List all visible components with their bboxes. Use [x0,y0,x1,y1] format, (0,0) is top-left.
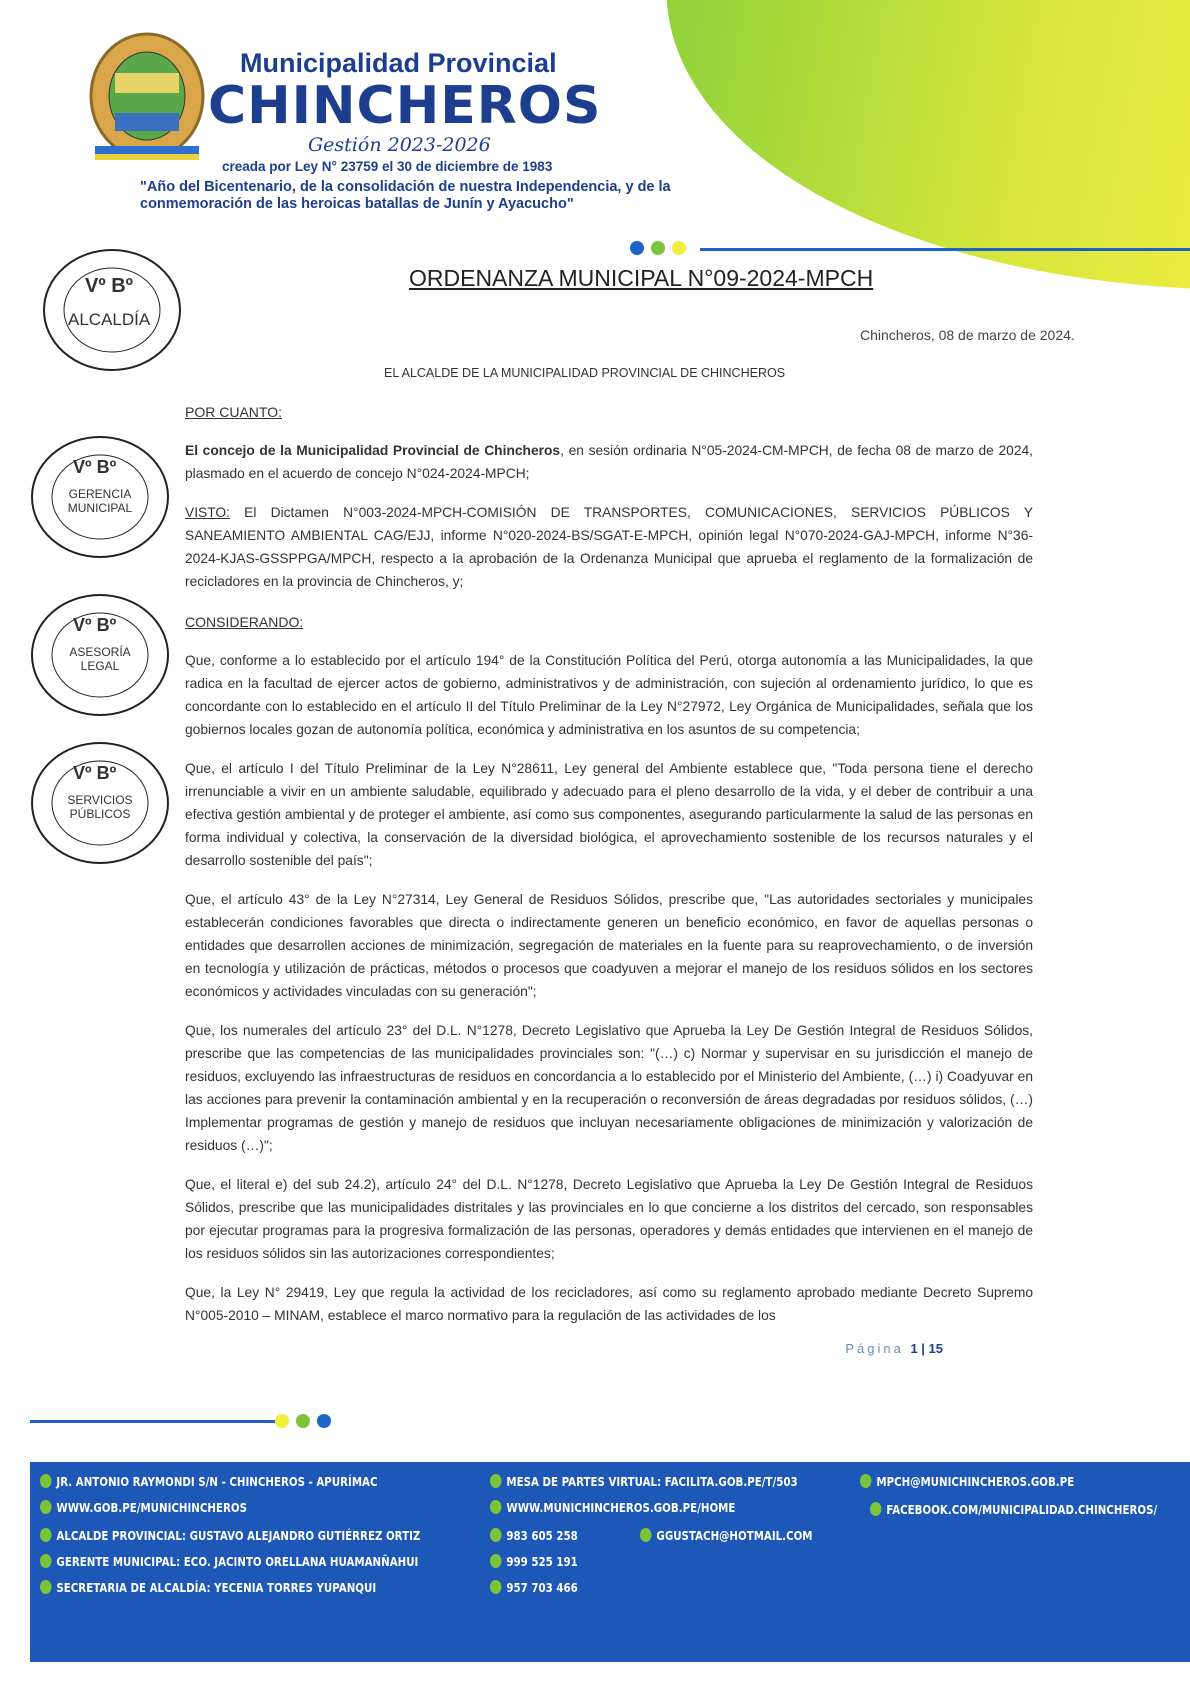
footer-contact-band [30,1462,1190,1662]
heading-por-cuanto: POR CUANTO: [185,404,282,420]
divider-line-bottom [30,1420,275,1423]
email1-text: MPCH@MUNICHINCHEROS.GOB.PE [876,1474,1075,1489]
concejo-bold: El concejo de la Municipalidad Provincial de Chincheros [185,443,561,458]
footer-address [40,1474,378,1489]
footer-phone-3 [490,1580,578,1595]
mail-icon [490,1474,501,1488]
paragraph-concejo [185,439,1033,485]
decorative-dots-bottom [275,1414,338,1433]
mesa-text: MESA DE PARTES VIRTUAL: FACILITA.GOB.PE/T/503 [506,1474,798,1489]
phone-icon [490,1580,501,1594]
paragraph-considerando-5: Que, el literal e) del sub 24.2), artículo 24° del D.L. N°1278, Decreto Legislativo que Aprueba la Ley De Gestión Integral de Residuos Sólidos, prescribe que las municipalidades distritales y las provinciales en lo que concierne a los distritos del cercado, son responsables por ejecutar programas para la progresiva formalización de las personas, operadores y demás entidades que intervienen en el manejo de los residuos sólidos sin las autorizaciones correspondientes; [185,1177,1033,1261]
email2-text: GGUSTACH@HOTMAIL.COM [656,1528,813,1543]
municipal-coat-of-arms-logo [85,28,210,173]
footer-facebook[interactable] [870,1502,1157,1517]
divider-line-top [700,248,1190,251]
stamp-alcaldia [40,245,190,375]
at-icon [860,1474,871,1488]
stamp-label: GERENCIA MUNICIPAL [67,487,133,515]
brand-line1: Municipalidad Provincial [240,48,557,78]
footer-email-1[interactable] [860,1474,1074,1489]
stamp-gerencia [28,432,178,562]
stamp-top: Vº Bº [85,275,133,297]
concejo-text: , en sesión ordinaria N°05-2024-CM-MPCH, de fecha 08 de marzo de 2024, plasmado en el acuerdo de concejo N°024-2024-MPCH; [185,443,1034,481]
user-icon [40,1580,51,1594]
facebook-text: FACEBOOK.COM/MUNICIPALIDAD.CHINCHEROS/ [886,1502,1158,1517]
stamp-top: Vº Bº [73,457,117,477]
footer-mesa-partes[interactable] [490,1474,798,1489]
facebook-icon [870,1502,881,1516]
visto-label: VISTO: [185,505,230,520]
gerente-text: GERENTE MUNICIPAL: ECO. JACINTO ORELLANA HUAMANÑAHUI [56,1554,419,1569]
document-date: Chincheros, 08 de marzo de 2024. [860,327,1075,343]
globe-icon [490,1500,501,1514]
paragraph-considerando-2: Que, el artículo I del Título Preliminar de la Ley N°28611, Ley general del Ambiente establece que, "Toda persona tiene el derecho irrenunciable a vivir en un ambiente saludable, equilibrado y adecuado para el pleno desarrollo de la vida, y el deber de contribuir a una efectiva gestión ambiental y de proteger el ambiente, así como sus componentes, asegurando particularmente la salud de las personas en forma individual y colectiva, la conservación de la diversidad biológica, el aprovechamiento sostenible de los recursos naturales y el desarrollo sostenible del país"; [185,761,1033,868]
footer-phone-1 [490,1528,578,1543]
stamp-label: ASESORÍA LEGAL [69,645,131,673]
stamp-top: Vº Bº [73,763,117,783]
paragraph-considerando-6: Que, la Ley N° 29419, Ley que regula la actividad de los recicladores, así como su reglamento aprobado mediante Decreto Supremo N°005-2010 – MINAM, establece el marco normativo para la regulación de las actividades de los [185,1285,1033,1323]
paragraph-considerando-1: Que, conforme a lo establecido por el artículo 194° de la Constitución Política del Perú, otorga autonomía a las Municipalidades, la que radica en la facultad de ejercer actos de gobierno, administrativos y de administración, con sujeción al ordenamiento jurídico, lo que es concordante con lo establecido en el artículo II del Título Preliminar de la Ley N°27972, Ley Orgánica de Municipalidades, señala que los gobiernos locales gozan de autonomía política, económica y administrativa en los asuntos de su competencia; [185,653,1033,737]
footer-alcalde [40,1528,420,1543]
footer-web2[interactable] [490,1500,735,1515]
decorative-green-shape [611,0,1190,290]
secretaria-text: SECRETARIA DE ALCALDÍA: YECENIA TORRES YUPANQUI [56,1580,377,1595]
stamp-servicios-publicos [28,738,178,868]
page-label: Página [845,1341,904,1356]
paragraph-visto [185,501,1033,593]
paragraph-considerando-3: Que, el artículo 43° de la Ley N°27314, Ley General de Residuos Sólidos, prescribe que, "Las autoridades sectoriales y municipales establecerán condiciones favorables que directa o indirectamente generen un beneficio económico, en favor de aquellas personas o entidades que desarrollen acciones de minimización, segregación de materiales en la fuente para su reaprovechamiento, o de inversión en tecnología y utilización de prácticas, métodos o procesos que coadyuven a mejorar el manejo de los residuos sólidos en los sectores económicos y actividades vinculadas con su generación"; [185,892,1033,999]
stamp-label: ALCALDÍA [68,310,151,329]
web1-text: WWW.GOB.PE/MUNICHINCHEROS [56,1500,247,1515]
address-text: JR. ANTONIO RAYMONDI S/N - CHINCHEROS - APURÍMAC [56,1474,378,1489]
creation-note: creada por Ley N° 23759 el 30 de diciembre de 1983 [222,159,553,174]
document-body [185,403,1033,1356]
footer-email-2[interactable] [640,1528,813,1543]
globe-icon [40,1500,51,1514]
user-icon [40,1554,51,1568]
page-value: 1 | 15 [910,1341,943,1356]
footer-web1[interactable] [40,1500,247,1515]
paragraph-considerando-4: Que, los numerales del artículo 23° del D.L. N°1278, Decreto Legislativo que Aprueba la Ley De Gestión Integral de Residuos Sólidos, prescribe que las competencias de las municipalidades provinciales son: "(…) c) Normar y supervisar en su jurisdicción el manejo de residuos, excluyendo las infraestructuras de residuos en concordancia a lo establecido por el Ministerio del Ambiente, (…) i) Coadyuvar en las acciones para prevenir la contaminación ambiental y en la recuperación o reconversión de áreas degradadas por residuos sólidos, (…) Implementar programas de gestión y manejo de residuos que incluyan necesariamente obligaciones de minimización y valorización de residuos (…)"; [185,1023,1033,1153]
at-icon [640,1528,651,1542]
issuer-line: EL ALCALDE DE LA MUNICIPALIDAD PROVINCIAL DE CHINCHEROS [384,366,786,380]
footer-secretaria [40,1580,376,1595]
alcalde-text: ALCALDE PROVINCIAL: GUSTAVO ALEJANDRO GUTIÉRREZ ORTIZ [56,1528,421,1543]
footer-phone-2 [490,1554,578,1569]
heading-considerando: CONSIDERANDO: [185,614,304,630]
year-motto: "Año del Bicentenario, de la consolidación de nuestra Independencia, y de la conmemoración de las heroicas batallas de Junín y Ayacucho" [140,179,671,212]
phone-text: 999 525 191 [506,1554,578,1569]
phone-icon [490,1528,501,1542]
footer-gerente [40,1554,418,1569]
stamp-top: Vº Bº [73,615,117,635]
phone-text: 983 605 258 [506,1528,578,1543]
location-icon [40,1474,51,1488]
document-title: ORDENANZA MUNICIPAL N°09-2024-MPCH [409,265,874,291]
web2-text: WWW.MUNICHINCHEROS.GOB.PE/HOME [506,1500,736,1515]
page-number [185,1341,943,1356]
phone-text: 957 703 466 [506,1580,578,1595]
phone-icon [490,1554,501,1568]
brand-name: CHINCHEROS [208,76,602,136]
user-icon [40,1528,51,1542]
stamp-label: SERVICIOS PÚBLICOS [67,793,133,821]
visto-text: El Dictamen N°003-2024-MPCH-COMISIÓN DE TRANSPORTES, COMUNICACIONES, SERVICIOS PÚBLICOS Y SANEAMIENTO AMBIENTAL CAG/EJJ, informe N°020-2024-BS/SGAT-E-MPCH, opinión legal N°070-2024-GAJ-MPCH, informe N°36-2024-KJAS-GSSPPGA/MPCH, respecto a la aprobación de la Ordenanza Municipal que aprueba el reglamento de la formalización de recicladores en la provincia de Chincheros, y; [185,505,1033,589]
gestion-period: Gestión 2023-2026 [308,134,491,156]
decorative-dots-top [630,241,693,260]
stamp-asesoria-legal [28,590,178,720]
